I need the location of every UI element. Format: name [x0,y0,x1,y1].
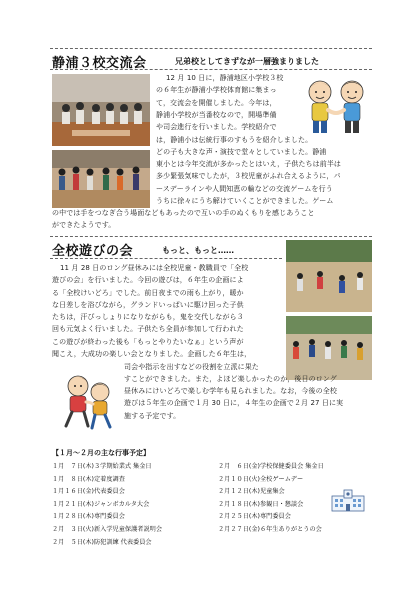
list-item: ２月２５日(木)専門委員会 [218,513,291,521]
text-line: 遊びの会」を行いました。今回の遊びは，６年生の企画によ [52,276,244,285]
calendar-right-list [218,461,324,537]
text-line: この遊びが終わった後も「もっとやりたいなぁ」という声が [52,337,244,346]
text-line: どの子も大きな声・演技で堂々としていました。静浦 [156,147,327,156]
text-line: ースデーラインや人間知恵の輪などの交流ゲームを行う [156,184,333,193]
photo-exchange-games [52,150,150,208]
section2-top-divider [50,236,372,237]
section2-paragraph [52,262,284,360]
text-line: 東小とは今年交流が多かったとはいえ，子供たちは前半は [156,160,342,169]
school-building-icon [330,488,366,512]
list-item: ２月 ３日(火)新入学児童保護者説明会 [52,525,163,533]
section2-divider [50,258,282,259]
top-divider [50,48,372,49]
text-line: たちは，汗びっしょりになりながらも，鬼を交代しながら３ [52,313,244,322]
two-boys-holding-hands-icon [300,76,372,138]
text-line: 司会や指示を出すなどの役割を立派に果た [124,362,259,371]
text-line: ができたようです。 [52,221,116,230]
calendar-left-list [52,461,162,549]
text-line: 多少緊張気味でしたが，３校児童がふれ合えるように，パ [156,172,341,181]
list-item: １月２８日(木)専門委員会 [52,513,125,521]
list-item: １月 ７日(木)３学期始業式 集金日 [52,463,152,470]
text-line: 静浦小学校が当番校なので，開場準備 [156,110,277,119]
text-line: うちに徐々にうち解けていくことができました。ゲーム [156,196,334,205]
text-line: すことができました。また，よほど楽しかったのか，後日のロング [124,374,337,383]
text-line: や司会進行を行いました。学校紹介で [156,123,277,132]
list-item: ２月１８日(木)参観日・懇談会 [218,500,304,508]
section1-paragraph-cont [156,134,372,208]
text-line: の６年生が静浦小学校体育館に集まっ [156,86,277,95]
text-line: て，交流会を開催しました。今年は， [156,98,277,107]
photo-sumo-performance [52,74,150,146]
list-item: ２月１２日(木)児童集会 [218,488,285,496]
text-line: の中では手をつなぎ合う場面などもあったので互いの手のぬくもりを感じあうこと [52,209,315,217]
list-item: ２月 ６日(金)学校保健委員会 集金日 [218,463,324,470]
text-line: 回も元気よく行いました。子供たち全員が参加して行われた [52,325,244,334]
calendar-heading: 【１月～２月の主な行事予定】 [52,449,150,457]
text-line: 11 月 28 日のロング昼休みには全校児童・教職員で「全校 [60,264,249,272]
list-item: １月１６日(金)代表委員会 [52,488,125,496]
list-item: ２月 ５日(木)防犯訓練 代表委員会 [52,538,152,546]
text-line: な日差しを浴びながら，グランドいっぱいに駆け回った子供 [52,300,244,309]
two-children-running-icon [60,372,116,434]
section1-divider [50,69,372,70]
list-item: ２月２７日(金)６年生ありがとうの会 [218,525,322,533]
list-item: ２月１０日(火)全校ゲームデー [218,475,304,483]
section2-paragraph-cont [124,361,372,422]
section1-title: 静浦３校交流会 [52,56,147,71]
text-line: 12 月 10 日に，静浦地区小学校３校 [166,74,284,82]
text-line: る「全校けいどろ」でした。前日夜までの雨も上がり，暖か [52,288,244,297]
section2-title: 全校遊びの会 [52,244,134,259]
text-line: 聞こえ，大成功の楽しい会となりました。企画した６年生は， [52,350,252,359]
list-item: １月２１日(木)ジャンボカルタ大会 [52,500,150,508]
text-line: 昼休みにけいどろで楽しむ学年も見られました。なお，今後の全校 [124,387,337,396]
section1-paragraph [156,72,306,133]
photo-tag-game-field [286,240,372,312]
list-item: １月 ８日(木)定着度調査 [52,475,125,483]
text-line: は，静浦小は伝統行事のすもうを紹介しました。 [156,135,313,144]
text-line: 施する予定です。 [124,411,181,420]
text-line: 遊びは５年生の企画で１月 30 日に，４年生の企画で２月 27 日に実 [124,399,344,408]
section1-paragraph-end [52,207,372,232]
section2-subtitle: もっと、もっと…… [162,246,234,255]
section1-subtitle: 兄弟校としてきずなが一層強まりました [175,57,319,66]
